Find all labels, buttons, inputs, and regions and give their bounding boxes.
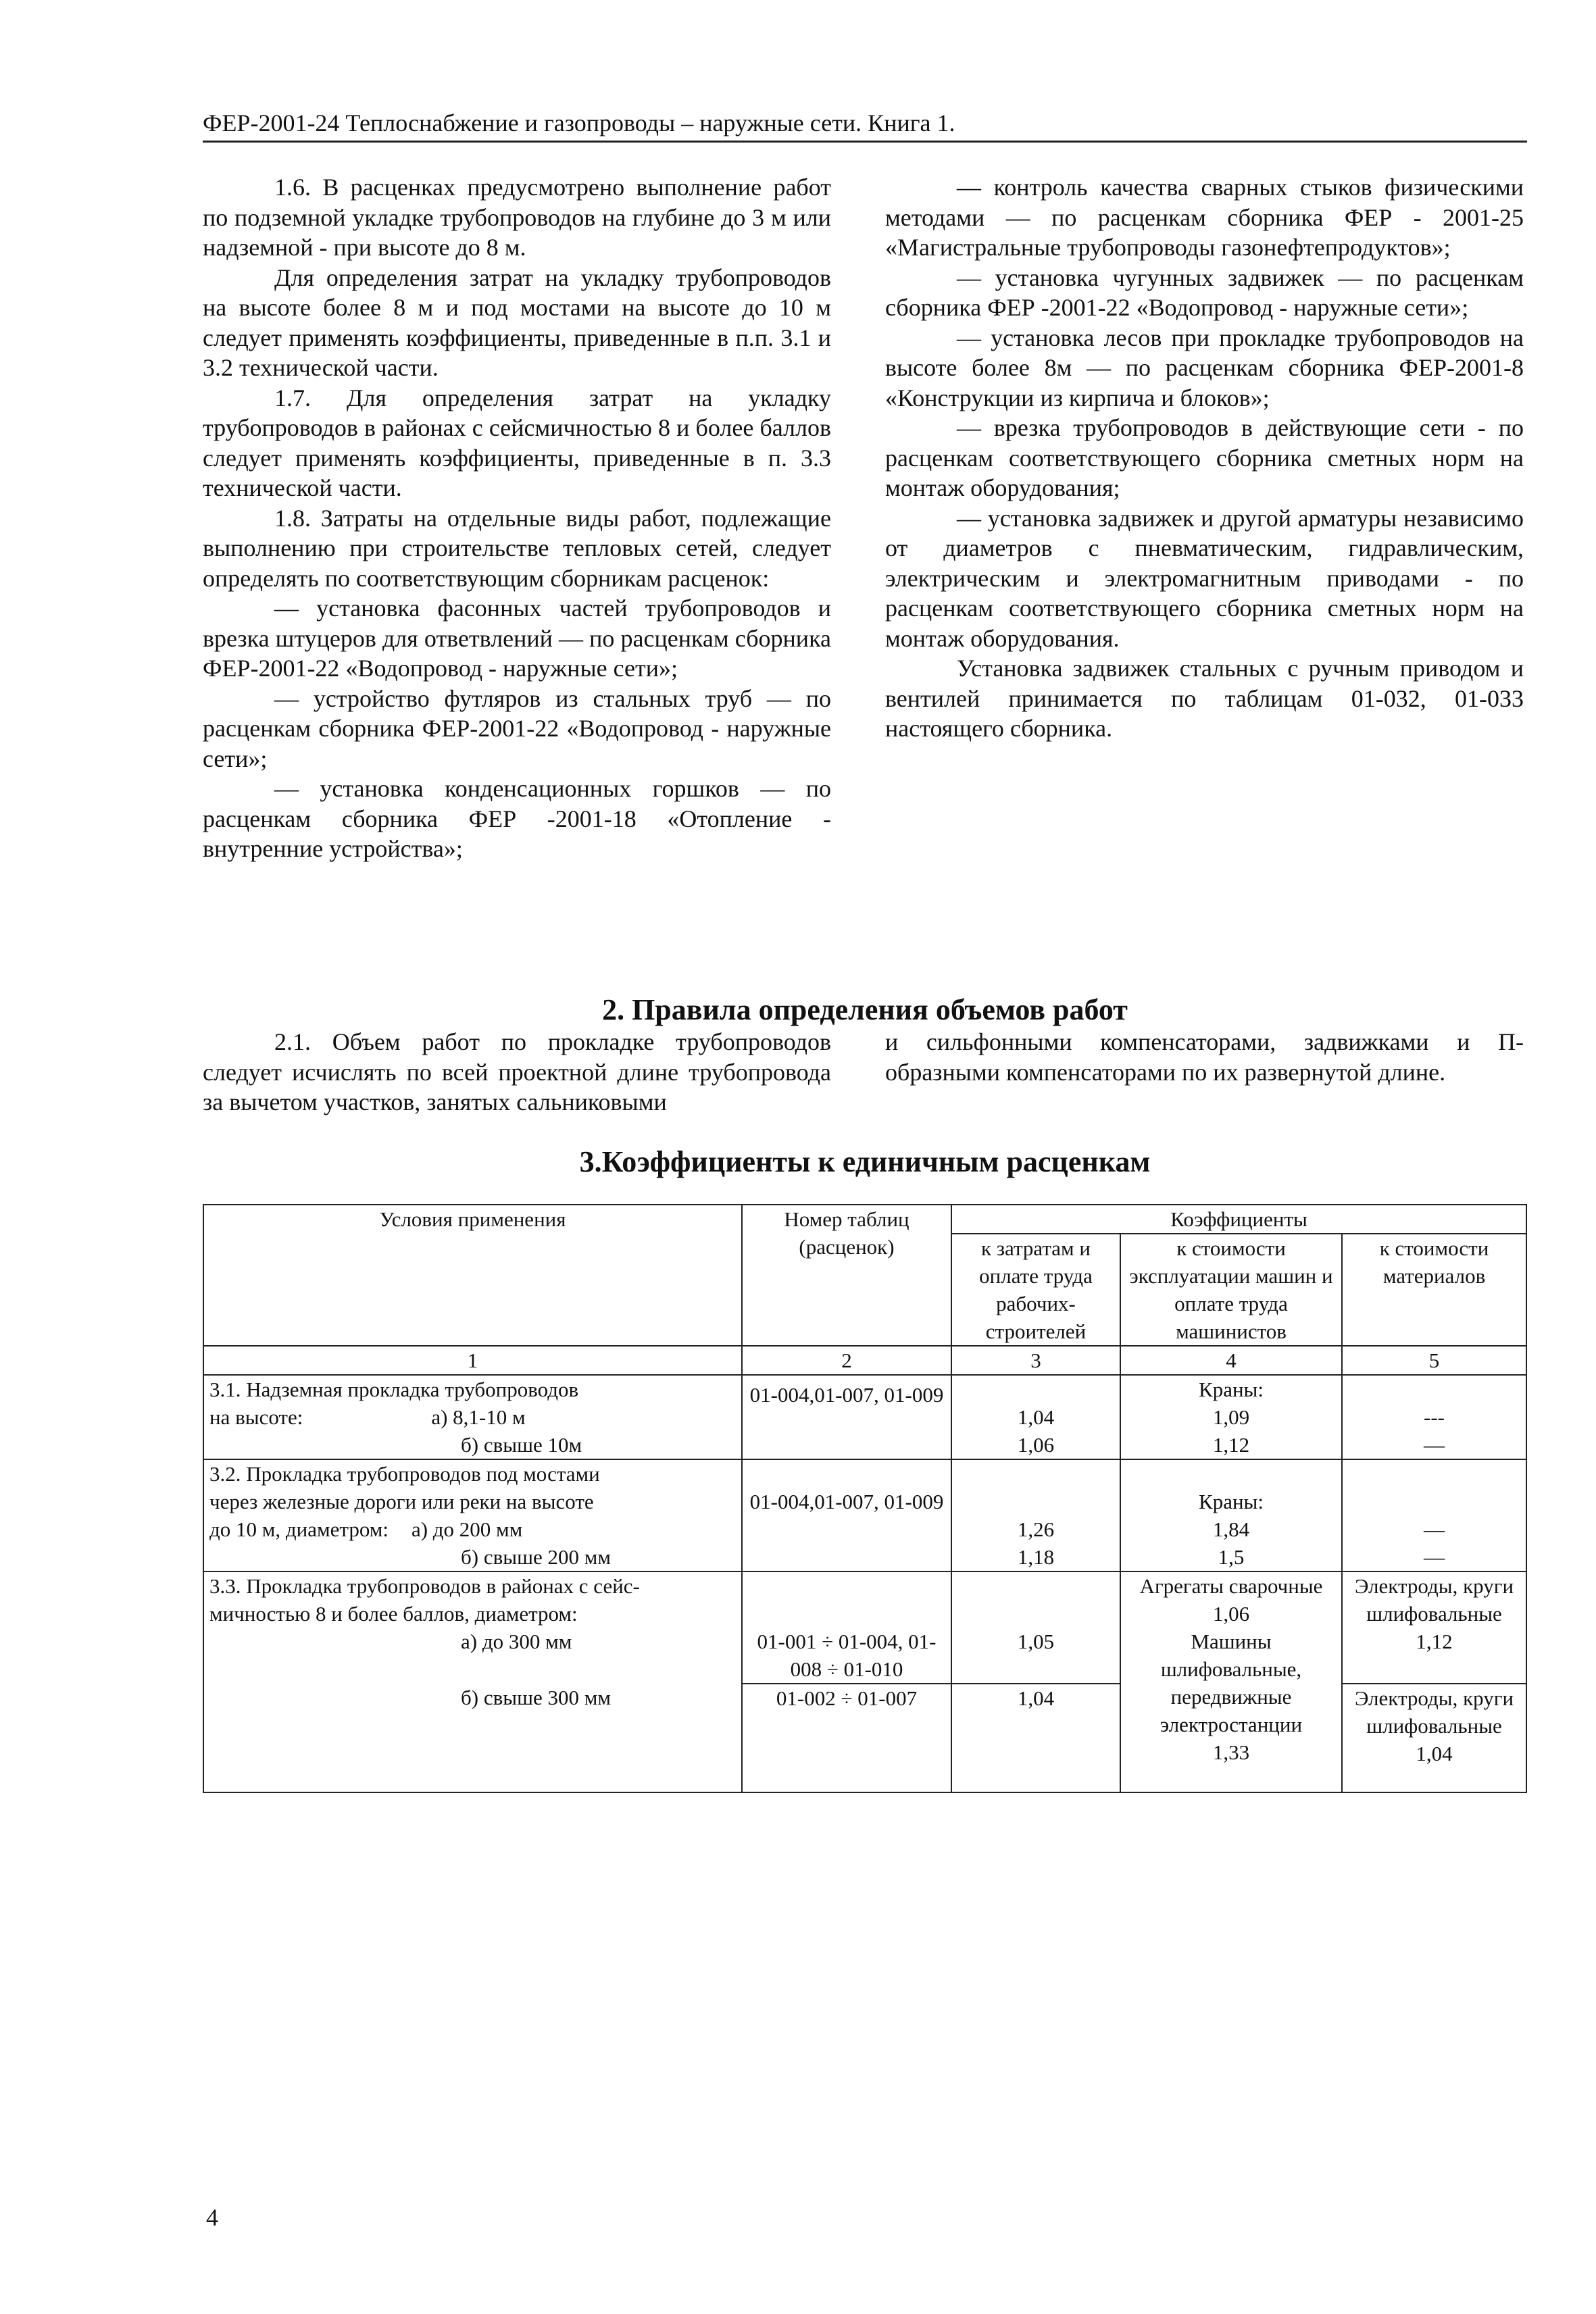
list-item-cast-iron-valves: — установка чугунных задвижек — по расценкам сборника ФЕР -2001-22 «Водопровод - наружные сети»;: [885, 263, 1524, 321]
condition-line: б) свыше 200 мм: [461, 1545, 611, 1569]
materials-cell: [1342, 1459, 1526, 1571]
list-item-casings: — устройство футляров из стальных труб — по расценкам сборника ФЕР-2001-22 «Водопровод - наружные сети»;: [203, 684, 831, 772]
paragraph-2-1: 2.1. Объем работ по прокладке трубопроводов следует исчислять по всей проектной длине трубопровода за вычетом участков, занятых сальниковыми: [203, 1028, 831, 1115]
machines-label: Агрегаты сварочные: [1139, 1574, 1323, 1598]
coefficient-value: —: [1424, 1433, 1445, 1457]
list-item-condensate-pots: — установка конденсационных горшков — по расценкам сборника ФЕР -2001-18 «Отопление - внутренние устройства»;: [203, 775, 831, 862]
materials-cell: [1342, 1684, 1526, 1792]
column-number: 5: [1342, 1346, 1526, 1375]
table-header-row-1: [203, 1205, 1526, 1234]
table-column-numbers: [203, 1346, 1526, 1375]
machines-cell: [1120, 1459, 1342, 1571]
header-labor: к затратам и оплате труда рабочих-строителей: [951, 1234, 1120, 1346]
header-conditions: Условия применения: [203, 1205, 742, 1346]
condition-line: а) 8,1-10 м: [431, 1405, 526, 1429]
section-2-left-text: [203, 1027, 831, 1117]
machines-label: Краны:: [1199, 1490, 1264, 1513]
coefficient-value: 1,06: [1212, 1602, 1250, 1626]
header-coefficients: Коэффициенты: [951, 1205, 1526, 1234]
section-2-right-text: [885, 1027, 1524, 1087]
condition-cell: [203, 1684, 742, 1792]
machines-cell: [1120, 1571, 1342, 1792]
table-row-3-1: [203, 1375, 1526, 1459]
labor-cell: [951, 1375, 1120, 1459]
page-number: 4: [206, 2204, 218, 2231]
condition-line: 3.3. Прокладка трубопроводов в районах с сейс-: [209, 1574, 640, 1598]
paragraph-2-1-continued: и сильфонными компенсаторами, задвижками и П-образными компенсаторами по их развернутой длине.: [885, 1028, 1524, 1086]
paragraph-manual-valves: Установка задвижек стальных с ручным приводом и вентилей принимается по таблицам 01-032, 01-033 настоящего сборника.: [885, 655, 1524, 742]
list-item-scaffolding: — установка лесов при прокладке трубопроводов на высоте более 8м — по расценкам сборника ФЕР-2001-8 «Конструкции из кирпича и блоков»;: [885, 324, 1524, 411]
list-item-actuated-valves: — установка задвижек и другой арматуры независимо от диаметров с пневматическим, гидравлическим, электрическим и электромагнитным приводами - по расценкам соответствующего сборника сметных норм на монтаж оборудования.: [885, 504, 1524, 652]
coefficient-value: 1,04: [1416, 1742, 1453, 1765]
header-rule: [203, 141, 1527, 143]
header-machines: к стоимости эксплуатации машин и оплате труда машинистов: [1120, 1234, 1342, 1346]
table-number-cell: 01-004,01-007, 01-009: [742, 1375, 951, 1459]
coefficient-value: 1,84: [1212, 1517, 1250, 1541]
condition-line: до 10 м, диаметром:: [209, 1517, 389, 1541]
condition-line: через железные дороги или реки на высоте: [209, 1490, 594, 1513]
coefficient-value: 1,09: [1212, 1405, 1250, 1429]
condition-cell: [203, 1375, 742, 1459]
labor-cell: 1,05: [951, 1571, 1120, 1684]
labor-cell: [951, 1459, 1120, 1571]
table-number-cell: 01-002 ÷ 01-007: [742, 1684, 951, 1792]
left-text-column: [203, 172, 831, 864]
labor-cell: 1,04: [951, 1684, 1120, 1792]
coefficient-value: 1,33: [1212, 1740, 1250, 1764]
coefficient-value: 1,12: [1212, 1433, 1250, 1457]
right-text-column: [885, 172, 1524, 744]
coefficient-value: 1,12: [1416, 1630, 1453, 1653]
coefficient-value: ---: [1424, 1405, 1445, 1429]
table-number-cell: 01-004,01-007, 01-009: [742, 1459, 951, 1571]
machines-label: Краны:: [1199, 1378, 1264, 1401]
condition-line: б) свыше 300 мм: [461, 1686, 611, 1709]
condition-cell: [203, 1571, 742, 1684]
condition-line: 3.1. Надземная прокладка трубопроводов: [209, 1378, 579, 1401]
column-number: 3: [951, 1346, 1120, 1375]
condition-line: на высоте:: [209, 1405, 303, 1429]
column-number: 1: [203, 1346, 742, 1375]
condition-line: а) до 300 мм: [461, 1630, 572, 1653]
coefficient-value: 1,06: [1017, 1433, 1055, 1457]
header-materials: к стоимости материалов: [1342, 1234, 1526, 1346]
header-table-number: Номер таблиц (расценок): [742, 1205, 951, 1346]
condition-line: а) до 200 мм: [411, 1517, 523, 1541]
list-item-tie-in: — врезка трубопроводов в действующие сети - по расценкам соответствующего сборника сметных норм на монтаж оборудования;: [885, 414, 1524, 501]
table-row-3-3a: [203, 1571, 1526, 1684]
column-number: 2: [742, 1346, 951, 1375]
coefficient-value: 1,5: [1218, 1545, 1245, 1569]
condition-line: б) свыше 10м: [461, 1433, 582, 1457]
table-number-cell: 01-001 ÷ 01-004, 01-008 ÷ 01-010: [742, 1571, 951, 1684]
coefficient-value: 1,26: [1017, 1517, 1055, 1541]
coefficient-value: 1,18: [1017, 1545, 1055, 1569]
list-item-weld-control: — контроль качества сварных стыков физическими методами — по расценкам сборника ФЕР - 2001-25 «Магистральные трубопроводы газонефтепродуктов»;: [885, 174, 1524, 261]
machines-label: Машины шлифовальные, передвижные электростанции: [1159, 1630, 1303, 1736]
coefficient-value: —: [1424, 1517, 1445, 1541]
coefficient-value: 1,04: [1017, 1405, 1055, 1429]
table-row-3-2: [203, 1459, 1526, 1571]
condition-line: 3.2. Прокладка трубопроводов под мостами: [209, 1462, 600, 1486]
section-2-title: 2. Правила определения объемов работ: [602, 993, 1128, 1026]
condition-line: мичностью 8 и более баллов, диаметром:: [209, 1602, 578, 1626]
coefficient-value: —: [1424, 1545, 1445, 1569]
paragraph-1-7: 1.7. Для определения затрат на укладку трубопроводов в районах с сейсмичностью 8 и более баллов следует применять коэффициенты, приведенные в п. 3.3 технической части.: [203, 384, 831, 501]
paragraph-1-8: 1.8. Затраты на отдельные виды работ, подлежащие выполнению при строительстве тепловых сетей, следует определять по соответствующим сборникам расценок:: [203, 504, 831, 592]
paragraph-heights: Для определения затрат на укладку трубопроводов на высоте более 8 м и под мостами на высоте до 10 м следует применять коэффициенты, приведенные в п.п. 3.1 и 3.2 технической части.: [203, 263, 831, 381]
column-number: 4: [1120, 1346, 1342, 1375]
materials-cell: [1342, 1571, 1526, 1684]
section-3-title: 3.Коэффициенты к единичным расценкам: [579, 1145, 1151, 1178]
condition-cell: [203, 1459, 742, 1571]
materials-cell: [1342, 1375, 1526, 1459]
coefficients-table: [203, 1204, 1527, 1793]
materials-label: Электроды, круги шлифовальные: [1355, 1574, 1514, 1626]
list-item-fittings: — установка фасонных частей трубопроводов и врезка штуцеров для ответвлений — по расценкам сборника ФЕР-2001-22 «Водопровод - наружные сети»;: [203, 595, 831, 682]
running-header: ФЕР-2001-24 Теплоснабжение и газопроводы – наружные сети. Книга 1.: [203, 109, 955, 136]
paragraph-1-6: 1.6. В расценках предусмотрено выполнение работ по подземной укладке трубопроводов на глубине до 3 м или надземной - при высоте до 8 м.: [203, 174, 831, 261]
materials-label: Электроды, круги шлифовальные: [1355, 1686, 1514, 1738]
machines-cell: [1120, 1375, 1342, 1459]
